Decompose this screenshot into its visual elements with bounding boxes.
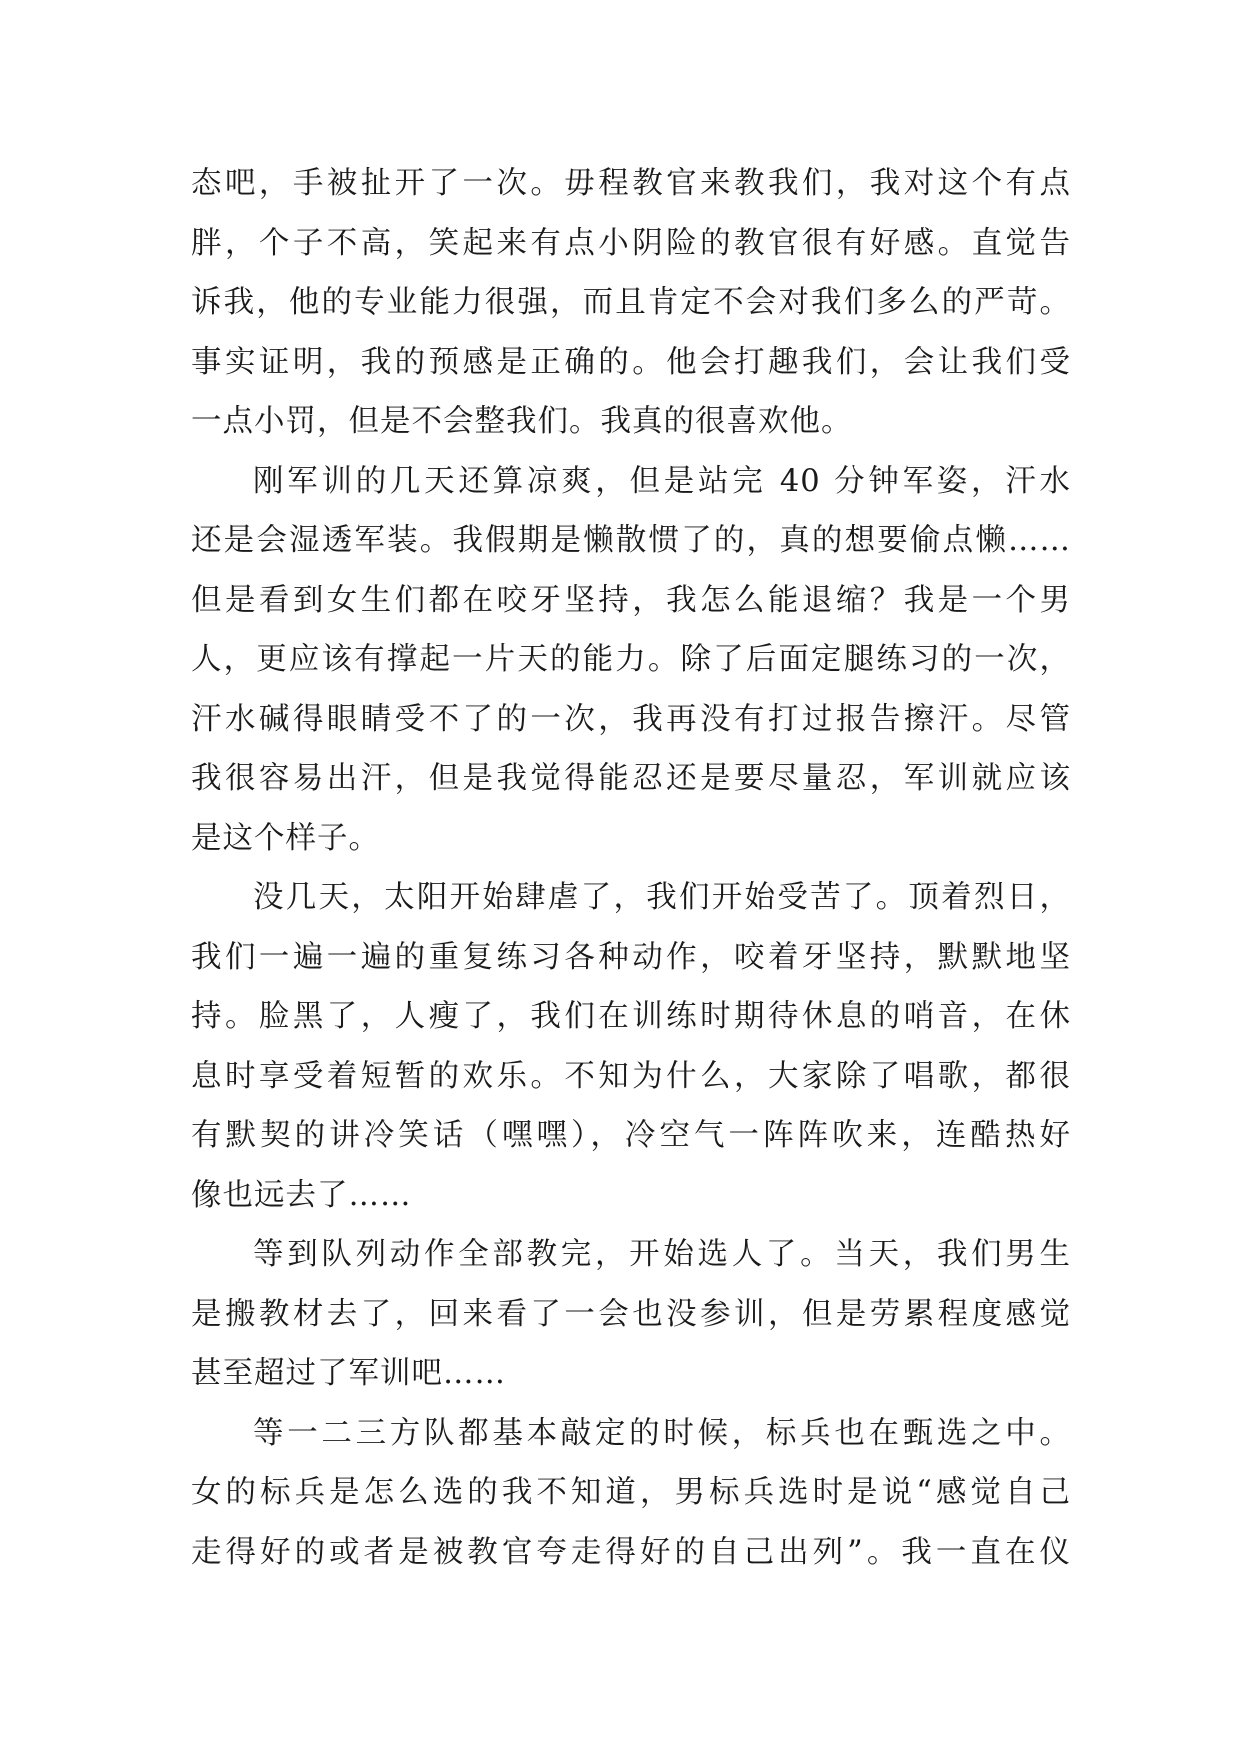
text-line: 没几天，太阳开始肆虐了，我们开始受苦了。顶着烈日， [253, 880, 1071, 915]
text-line: 刚军训的几天还算凉爽，但是站完 40 分钟军姿，汗水 [253, 463, 1071, 499]
text-line: 等一二三方队都基本敲定的时候，标兵也在甄选之中。 [253, 1415, 1071, 1451]
text-line: 甚至超过了军训吧…… [191, 1356, 506, 1391]
text-line: 女的标兵是怎么选的我不知道，男标兵选时是说“感觉自己 [191, 1475, 1071, 1510]
text-line: 我很容易出汗，但是我觉得能忍还是要尽量忍，军训就应该 [191, 761, 1071, 796]
text-line: 我们一遍一遍的重复练习各种动作，咬着牙坚持，默默地坚 [191, 939, 1071, 975]
text-line: 人，更应该有撑起一片天的能力。除了后面定腿练习的一次， [191, 642, 1071, 677]
text-line: 事实证明，我的预感是正确的。他会打趣我们，会让我们受 [191, 344, 1071, 380]
text-line: 汗水碱得眼睛受不了的一次，我再没有打过报告擦汗。尽管 [191, 701, 1071, 737]
text-line: 还是会湿透军装。我假期是懒散惯了的，真的想要偷点懒…… [191, 523, 1071, 558]
text-line: 息时享受着短暂的欢乐。不知为什么，大家除了唱歌，都很 [191, 1058, 1071, 1094]
text-line: 等到队列动作全部教完，开始选人了。当天，我们男生 [253, 1237, 1071, 1272]
text-line: 走得好的或者是被教官夸走得好的自己出列”。我一直在仪 [191, 1534, 1071, 1570]
text-line: 胖，个子不高，笑起来有点小阴险的教官很有好感。直觉告 [191, 225, 1071, 261]
text-line: 一点小罚，但是不会整我们。我真的很喜欢他。 [191, 404, 853, 439]
text-line: 像也远去了…… [191, 1177, 412, 1213]
text-line: 持。脸黑了，人瘦了，我们在训练时期待休息的哨音，在休 [191, 999, 1071, 1034]
text-line: 态吧，手被扯开了一次。毋程教官来教我们，我对这个有点 [191, 166, 1071, 201]
text-line: 是这个样子。 [191, 820, 380, 856]
text-line: 是搬教材去了，回来看了一会也没参训，但是劳累程度感觉 [191, 1296, 1071, 1332]
text-line: 有默契的讲冷笑话（嘿嘿），冷空气一阵阵吹来，连酷热好 [191, 1118, 1071, 1153]
text-line: 但是看到女生们都在咬牙坚持，我怎么能退缩？我是一个男 [191, 582, 1071, 618]
body-text [191, 154, 1071, 1582]
text-line: 诉我，他的专业能力很强，而且肯定不会对我们多么的严苛。 [191, 285, 1071, 320]
